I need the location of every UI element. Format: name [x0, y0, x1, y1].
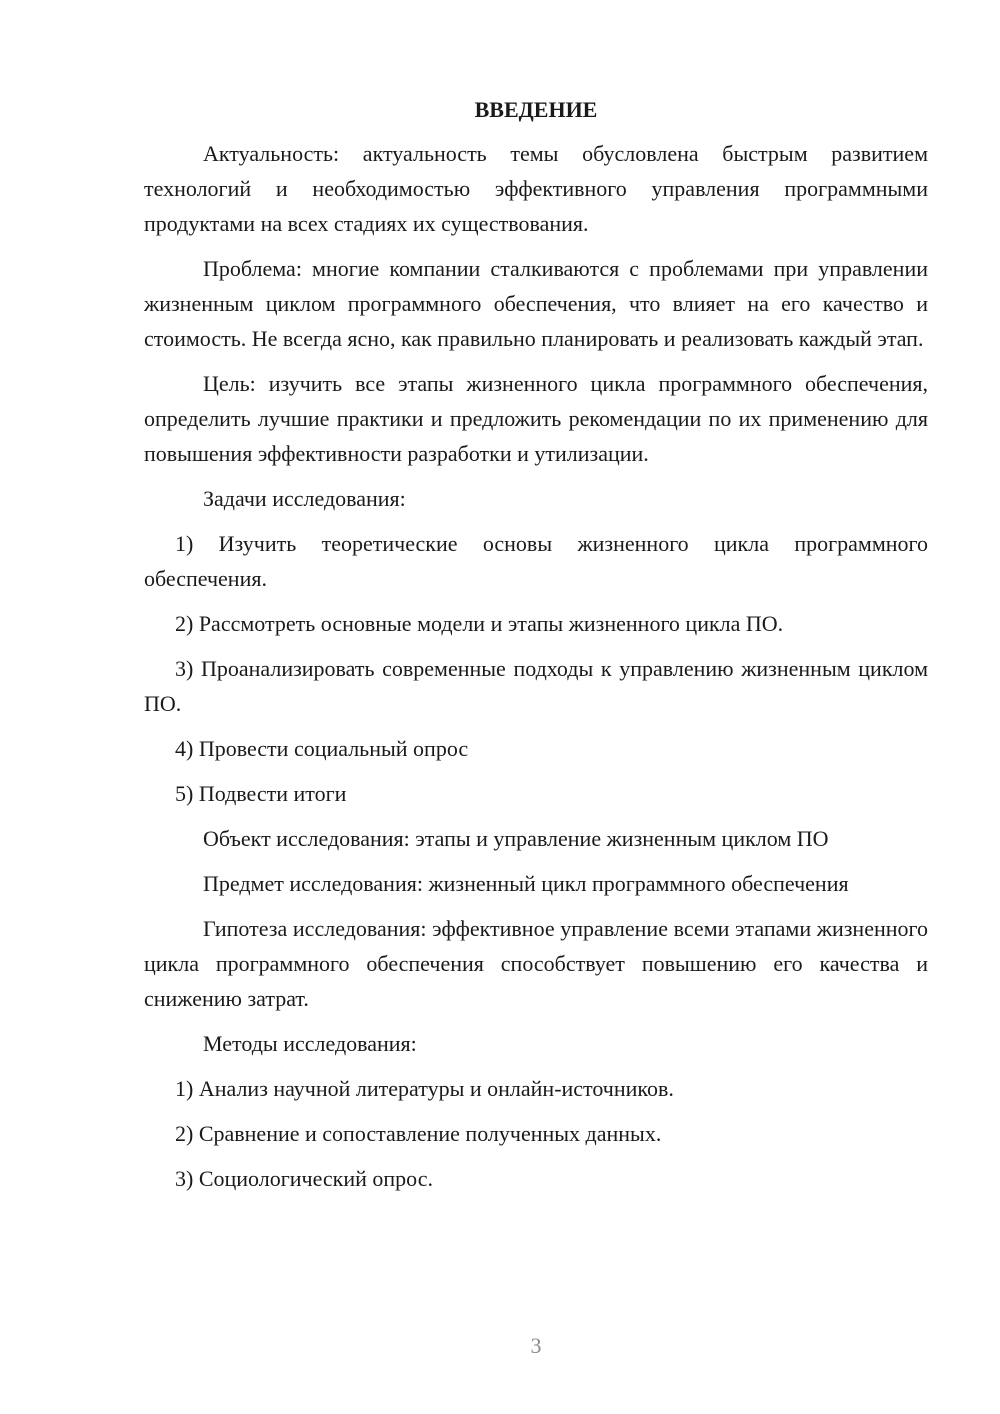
- page-title: ВВЕДЕНИЕ: [474, 97, 598, 122]
- task-item-2: 2) Рассмотреть основные модели и этапы жизненного цикла ПО.: [175, 611, 784, 636]
- task-item-4: 4) Провести социальный опрос: [175, 736, 469, 761]
- task-item-3: 3) Проанализировать современные подходы к управлению жизненным циклом ПО.: [144, 656, 928, 716]
- object-paragraph: Объект исследования: этапы и управление жизненным циклом ПО: [203, 826, 829, 851]
- method-item-2: 2) Сравнение и сопоставление полученных данных.: [175, 1121, 662, 1146]
- relevance-paragraph: Актуальность: актуальность темы обусловлена быстрым развитием технологий и необходимостью эффективного управления программными продуктами на всех стадиях их существования.: [144, 141, 928, 236]
- task-item-5: 5) Подвести итоги: [175, 781, 347, 806]
- hypothesis-paragraph: Гипотеза исследования: эффективное управление всеми этапами жизненного цикла программного обеспечения способствует повышению его качества и снижению затрат.: [144, 916, 928, 1011]
- problem-paragraph: Проблема: многие компании сталкиваются с проблемами при управлении жизненным циклом программного обеспечения, что влияет на его качество и стоимость. Не всегда ясно, как правильно планировать и реализовать каждый этап.: [144, 256, 928, 351]
- goal-paragraph: Цель: изучить все этапы жизненного цикла программного обеспечения, определить лучшие практики и предложить рекомендации по их применению для повышения эффективности разработки и утилизации.: [144, 371, 928, 466]
- subject-paragraph: Предмет исследования: жизненный цикл программного обеспечения: [203, 871, 849, 896]
- page-body: [144, 94, 928, 1206]
- tasks-heading: Задачи исследования:: [203, 486, 406, 511]
- task-item-1: 1) Изучить теоретические основы жизненного цикла программного обеспечения.: [144, 531, 928, 591]
- methods-heading: Методы исследования:: [203, 1031, 417, 1056]
- page-number: 3: [530, 1333, 542, 1358]
- method-item-1: 1) Анализ научной литературы и онлайн-источников.: [175, 1076, 674, 1101]
- method-item-3: 3) Социологический опрос.: [175, 1166, 433, 1191]
